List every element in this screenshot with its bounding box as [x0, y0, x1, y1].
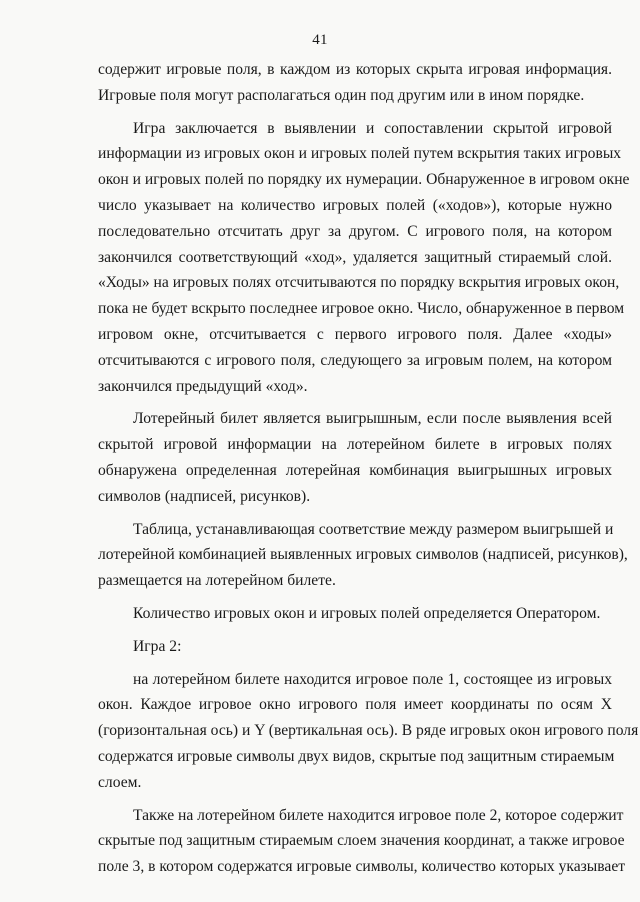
text-line: закончился соответствующий «ход», удаляется защитный стираемый слой. [98, 248, 612, 266]
text-line: на лотерейном билете находится игровое поле 1, состоящее из игровых [133, 670, 612, 688]
text-line: поле 3, в котором содержатся игровые символы, количество которых указывает [98, 858, 626, 876]
text-line: Также на лотерейном билете находится игровое поле 2, которое содержит [133, 806, 624, 824]
paragraph [98, 406, 612, 509]
text-line: скрытые под защитным стираемым слоем значения координат, а также игровое [98, 832, 625, 850]
paragraph [98, 667, 639, 796]
document-body [98, 57, 639, 880]
paragraph [98, 57, 612, 109]
paragraph [98, 601, 612, 627]
text-line: содержит игровые поля, в каждом из которых скрыта игровая информация. [98, 61, 612, 78]
text-line: лотерейной комбинацией выявленных игровых символов (надписей, рисунков), [98, 546, 628, 564]
text-line: закончился предыдущий «ход». [98, 377, 308, 395]
text-line: скрытой игровой информации на лотерейном билете в игровых полях [98, 436, 612, 454]
text-line: последовательно отсчитать друг за другом. С игрового поля, на котором [98, 222, 612, 240]
text-line: размещается на лотерейном билете. [98, 572, 336, 590]
text-line: обнаружена определенная лотерейная комбинация выигрышных игровых [98, 461, 612, 479]
paragraph [98, 517, 628, 594]
text-line: Игровые поля могут располагаться один под другим или в ином порядке. [98, 86, 585, 104]
text-line: окон. Каждое игровое окно игрового поля имеет координаты по осям X [98, 696, 612, 714]
text-line: число указывает на количество игровых полей («ходов»), которые нужно [98, 196, 612, 214]
text-line: информации из игровых окон и игровых полей путем вскрытия таких игровых [98, 145, 622, 163]
text-line: Игра 2: [133, 637, 182, 655]
paragraph [98, 116, 630, 400]
text-line: игровом окне, отсчитывается с первого игрового поля. Далее «ходы» [98, 325, 612, 343]
text-line: Игра заключается в выявлении и сопоставлении скрытой игровой [133, 119, 612, 137]
text-line: Количество игровых окон и игровых полей определяется Оператором. [133, 604, 601, 622]
text-line: отсчитываются с игрового поля, следующего за игровым полем, на котором [98, 351, 612, 369]
text-line: пока не будет вскрыто последнее игровое окно. Число, обнаруженное в первом [98, 300, 625, 318]
page-number: 41 [312, 32, 328, 48]
text-line: символов (надписей, рисунков). [98, 487, 311, 505]
text-line: (горизонтальная ось) и Y (вертикальная ось). В ряде игровых окон игрового поля [98, 722, 639, 740]
text-line: окон и игровых полей по порядку их нумерации. Обнаруженное в игровом окне [98, 171, 630, 189]
text-line: Лотерейный билет является выигрышным, если после выявления всей [133, 410, 612, 428]
text-line: слоем. [98, 773, 142, 791]
text-line: «Ходы» на игровых полях отсчитываются по порядку вскрытия игровых окон, [98, 274, 620, 292]
paragraph [98, 634, 612, 660]
text-line: содержатся игровые символы двух видов, скрытые под защитным стираемым [98, 747, 615, 765]
paragraph [98, 803, 626, 880]
text-line: Таблица, устанавливающая соответствие между размером выигрышей и [133, 520, 614, 538]
